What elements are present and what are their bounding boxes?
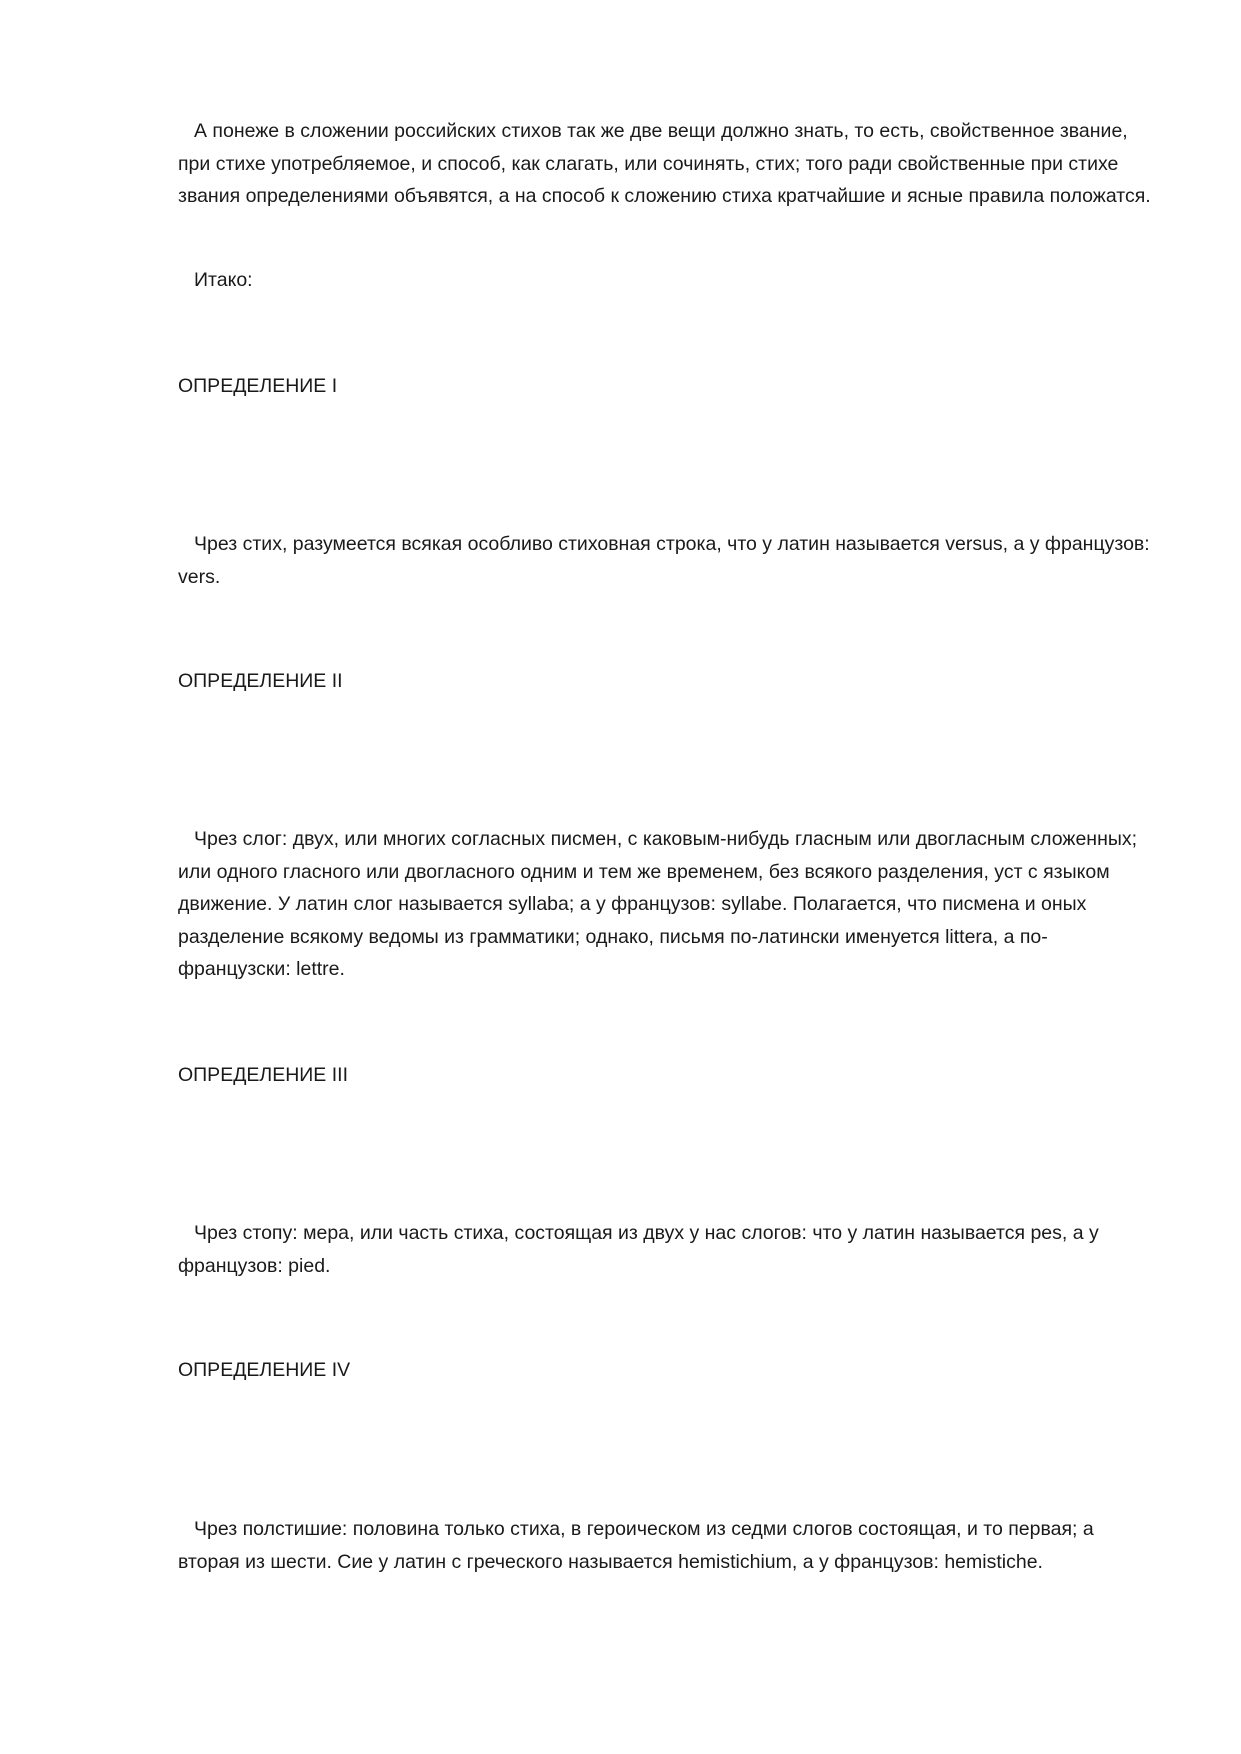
definition-3-text: Чрез стопу: мера, или часть стиха, состоящая из двух у нас слогов: что у латин называется pes, а у французов: pied. [178,1222,1099,1277]
definition-4-text: Чрез полстишие: половина только стиха, в героическом из седми слогов состоящая, и то первая; а вторая из шести. Сие у латин с греческого называется hemistichium, а у французов: hemistiche. [178,1518,1094,1573]
definition-1-text: Чрез стих, разумеется всякая особливо стиховная строка, что у латин называется versus, а у французов: vers. [178,533,1150,588]
definition-2-heading: ОПРЕДЕЛЕНИЕ II [178,670,343,692]
definition-1-heading: ОПРЕДЕЛЕНИЕ I [178,375,338,397]
itako-line: Итако: [194,269,253,291]
definition-4-heading: ОПРЕДЕЛЕНИЕ IV [178,1359,351,1381]
definition-2-text: Чрез слог: двух, или многих согласных писмен, с каковым-нибудь гласным или двогласным сложенных; или одного гласного или двогласного одним и тем же временем, без всякого разделения, уст с языком движение. У латин слог называется syllaba; а у французов: syllabe. Полагается, что писмена и оных разделение всякому ведомы из грамматики; однако, письмя по-латински именуется littera, а по-французски: lettre. [178,828,1138,980]
definition-3-heading: ОПРЕДЕЛЕНИЕ III [178,1064,348,1086]
intro-paragraph: А понеже в сложении российских стихов так же две вещи должно знать, то есть, свойственное звание, при стихе употребляемое, и способ, как слагать, или сочинять, стих; того ради свойственные при стихе звания определениями объявятся, а на способ к сложению стиха кратчайшие и ясные правила положатся. [178,120,1151,207]
